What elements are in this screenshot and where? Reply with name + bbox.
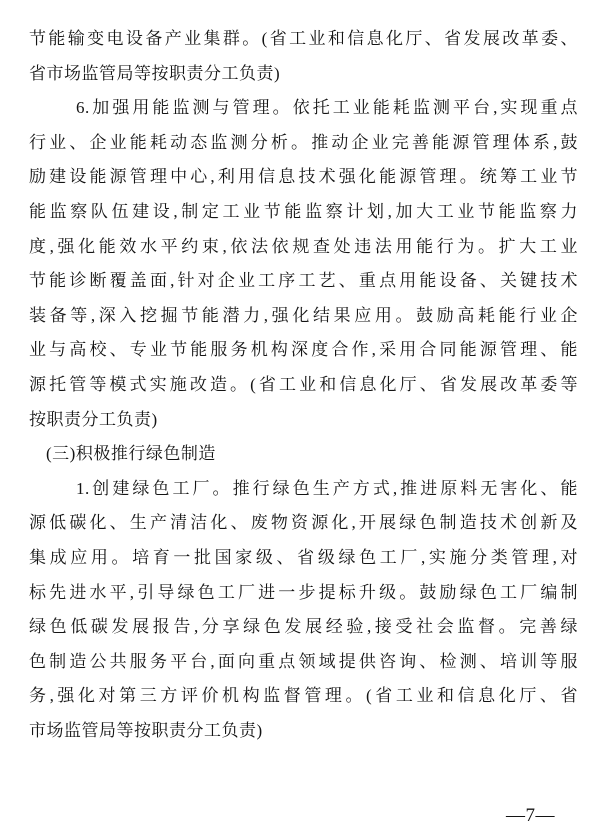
text-line: 能监察队伍建设,制定工业节能监察计划,加大工业节能监察力 [29, 201, 578, 221]
text-line: 业与高校、专业节能服务机构深度合作,采用合同能源管理、能 [29, 340, 578, 360]
text-line: 节能输变电设备产业集群。(省工业和信息化厅、省发展改革委、 [29, 29, 578, 48]
text-line: 务,强化对第三方评价机构监督管理。(省工业和信息化厅、省 [29, 686, 578, 706]
text-line: 源托管等模式实施改造。(省工业和信息化厅、省发展改革委等 [29, 374, 578, 394]
text-line: 绿色低碳发展报告,分享绿色发展经验,接受社会监督。完善绿 [29, 617, 578, 637]
text-line: 励建设能源管理中心,利用信息技术强化能源管理。统筹工业节 [29, 167, 578, 187]
text-line: 源低碳化、生产清洁化、废物资源化,开展绿色制造技术创新及 [29, 513, 578, 533]
text-line: 1.创建绿色工厂。推行绿色生产方式,推进原料无害化、能 [76, 478, 578, 498]
text-line: 标先进水平,引导绿色工厂进一步提标升级。鼓励绿色工厂编制 [29, 582, 578, 602]
text-line: 装备等,深入挖掘节能潜力,强化结果应用。鼓励高耗能行业企 [29, 305, 578, 325]
text-line: 行业、企业能耗动态监测分析。推动企业完善能源管理体系,鼓 [29, 132, 578, 152]
text-line: 省市场监管局等按职责分工负责) [29, 63, 281, 83]
text-line: 集成应用。培育一批国家级、省级绿色工厂,实施分类管理,对 [29, 547, 578, 567]
text-line: 6.加强用能监测与管理。依托工业能耗监测平台,实现重点 [76, 98, 578, 118]
document-body [29, 22, 578, 748]
section-heading: (三)积极推行绿色制造 [46, 444, 216, 464]
page-number: —7— [506, 805, 555, 826]
text-line: 节能诊断覆盖面,针对企业工序工艺、重点用能设备、关键技术 [29, 271, 578, 291]
text-line: 市场监管局等按职责分工负责) [29, 720, 263, 740]
text-line: 色制造公共服务平台,面向重点领域提供咨询、检测、培训等服 [29, 651, 578, 671]
text-line: 度,强化能效水平约束,依法依规查处违法用能行为。扩大工业 [29, 236, 578, 256]
text-line: 按职责分工负责) [29, 409, 158, 429]
